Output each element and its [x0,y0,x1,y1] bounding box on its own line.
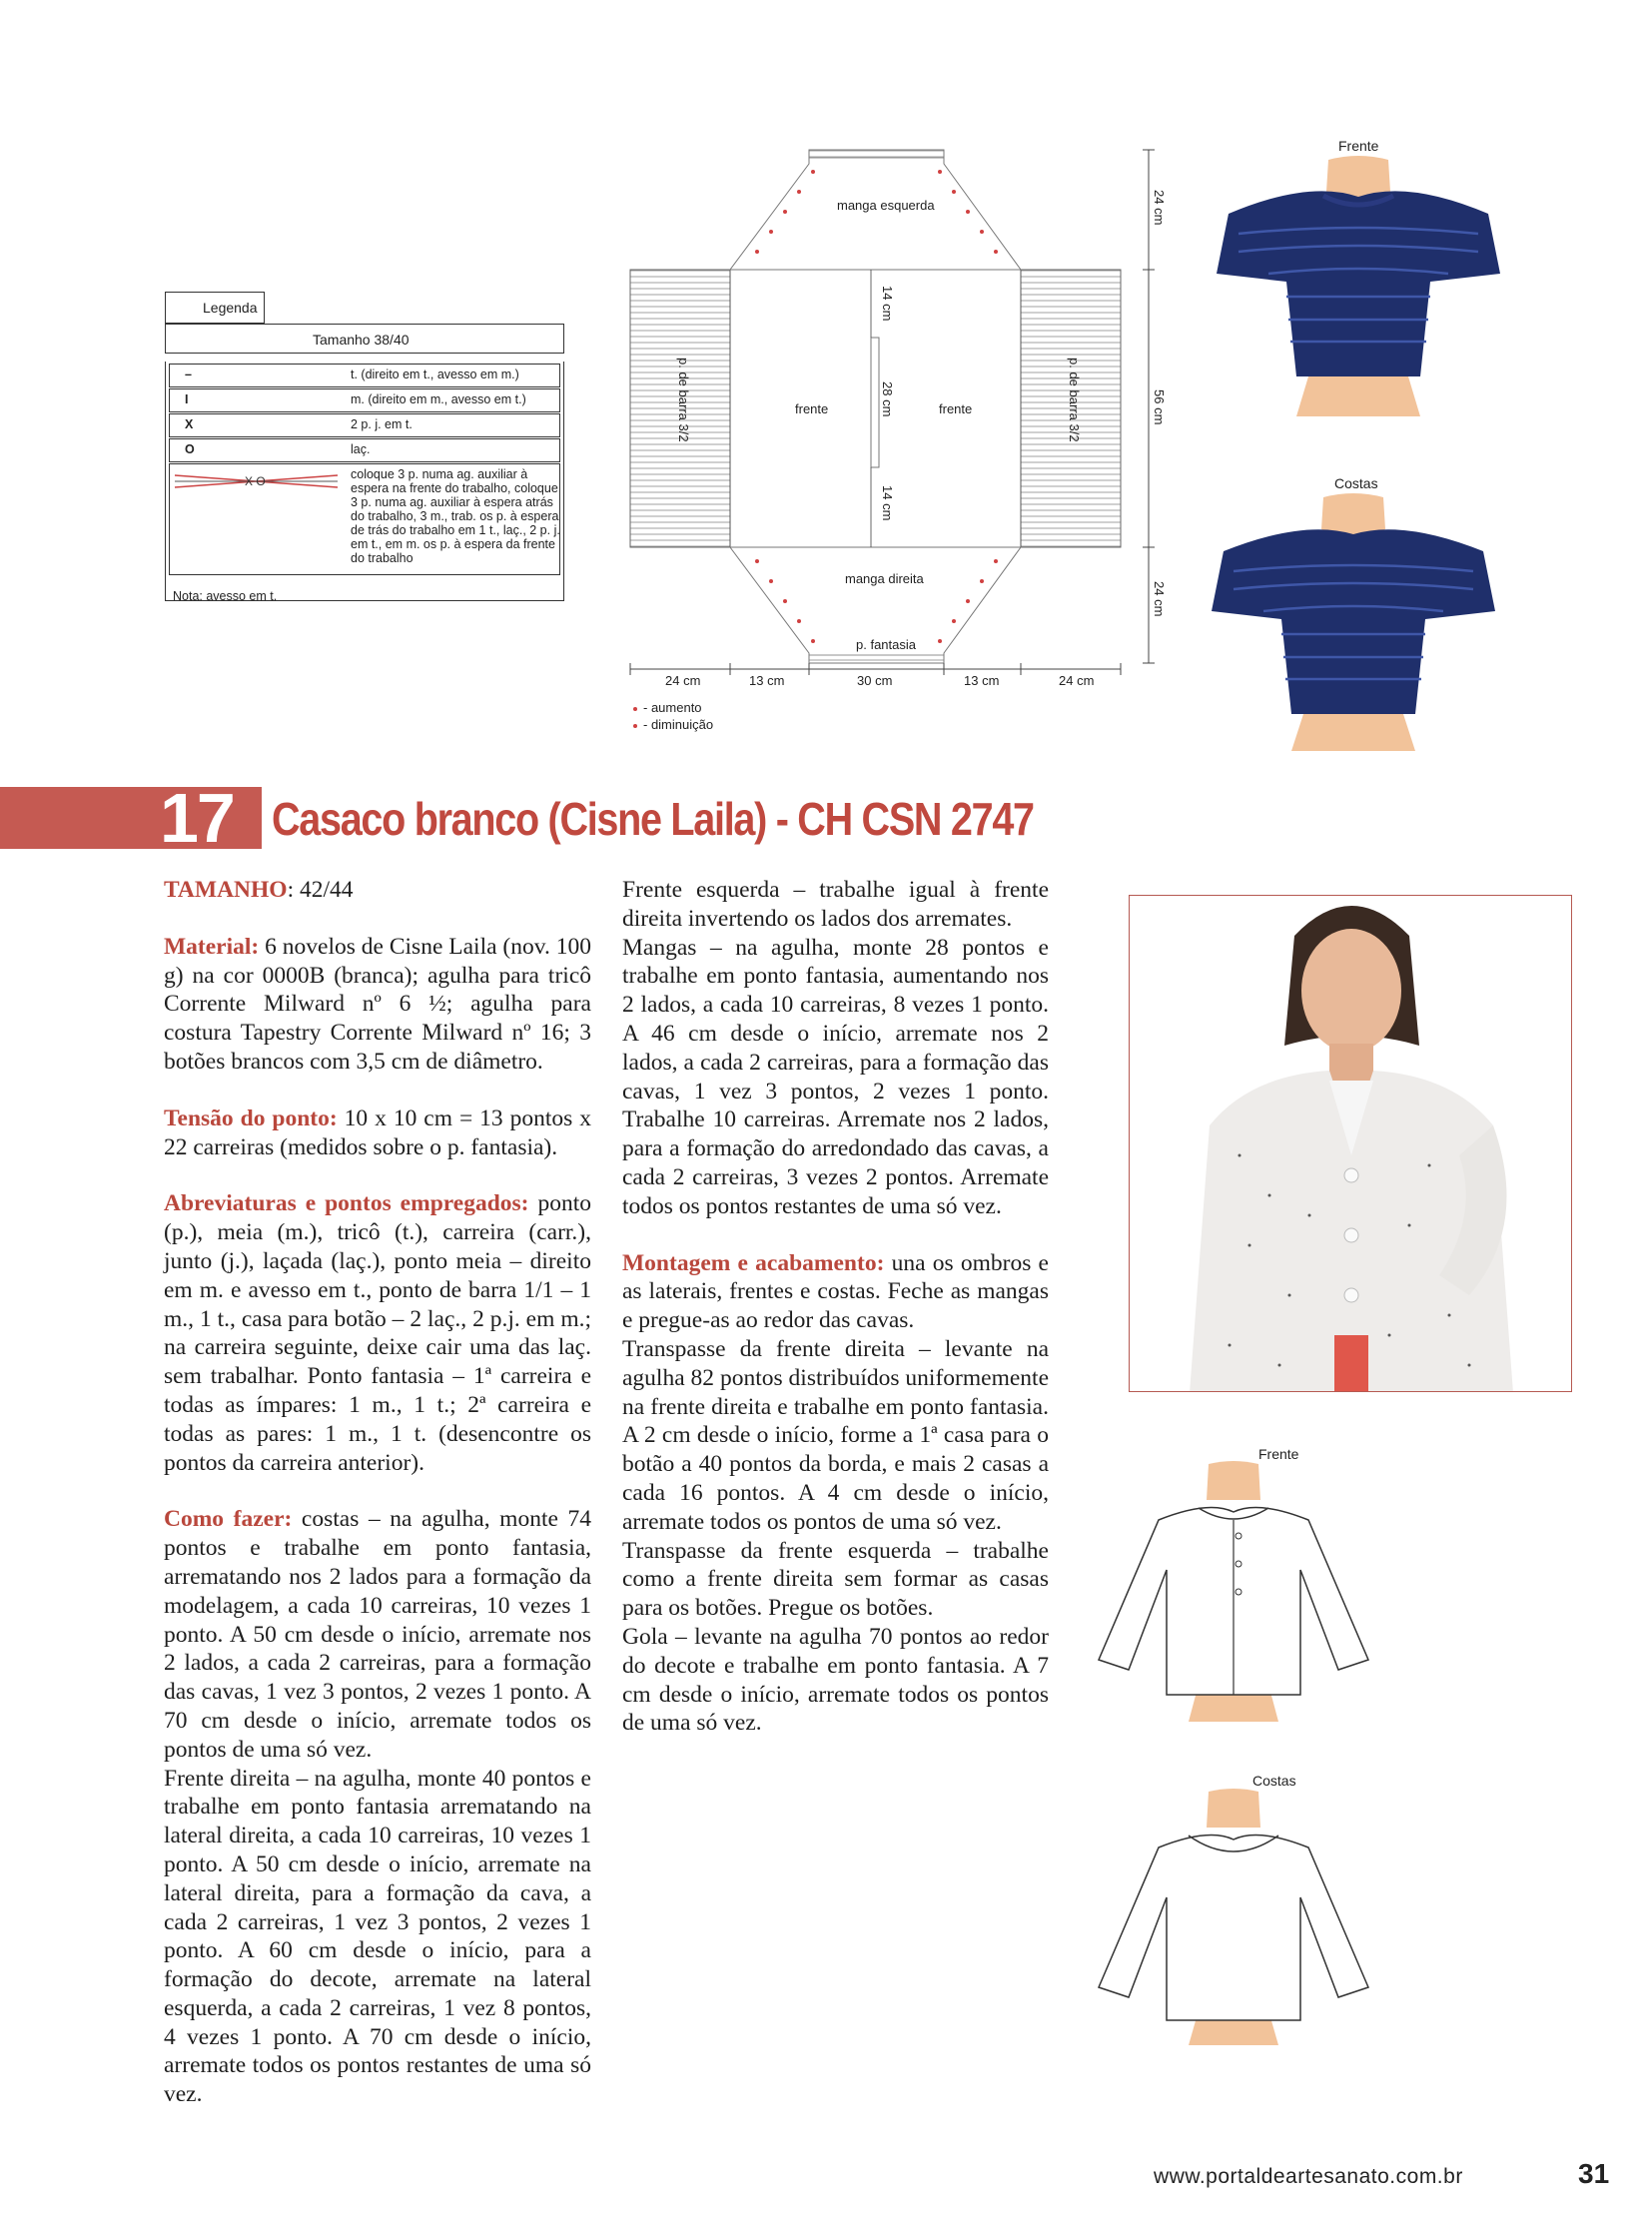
legend-row-text: t. (direito em t., avesso em m.) [351,368,519,381]
cardigan-front-label: Frente [1258,1446,1299,1462]
cardigan-front-figure [1089,1460,1378,1730]
label-barra-right: p. de barra 3/2 [1067,358,1082,442]
frente-esquerda-text: Frente esquerda – trabalhe igual à frente direita invertendo os lados dos arremates. [622,877,1049,932]
frente-direita-text: Frente direita – na agulha, monte 40 pontos e trabalhe em ponto fantasia arrematando na lateral direita, a cada 10 carreiras, 10 vezes 1 ponto. A 50 cm desde o início, arremate na lateral direita, para a formação da cava, a cada 2 carreiras, 1 vez 3 pontos, 2 vezes 1 ponto. A 60 cm desde o início, para a formação do decote, arremate na lateral esquerda, a cada 2 carreiras, 1 vez 8 pontos, 4 vezes 1 ponto. A 70 cm desde o início, arremate todos os pontos restantes de uma só vez. [164,1765,591,2108]
mangas-text: Mangas – na agulha, monte 28 pontos e trabalhe em ponto fantasia, aumentando nos 2 lados, a cada 10 carreiras, 8 vezes 1 ponto. A 46 cm desde o início, arremate nos 2 lados, a cada 2 carreiras, para a formação das cavas, 1 vez 3 pontos, 2 vezes 1 ponto. Trabalhe 10 carreiras. Arremate nos 2 lados, para a formação do arredondado das cavas, a cada 2 carreiras, 3 vezes 2 pontos. Arremate todos os pontos restantes de uma só vez. [622,934,1049,1219]
symbol-knit-icon: I [185,392,189,406]
transpasse-esquerda-text: Transpasse da frente esquerda – trabalhe como a frente direita sem formar as casas para os botões. Pregue os botões. [622,1537,1049,1622]
montagem-text: una os ombros e as laterais, frentes e costas. Feche as mangas e pregue-as ao redor das cavas. [622,1249,1049,1334]
dim-28: 28 cm [880,381,895,417]
tamanho-value: : 42/44 [287,877,354,903]
material-text: 6 novelos de Cisne Laila (nov. 100 g) na cor 0000B (branca); agulha para tricô Corrente Milward nº 6 ½; agulha para costura Tapestry Corrente Milward nº 16; 3 botões brancos com 3,5 cm de diâmetro. [164,933,591,1075]
dim-14-top: 14 cm [880,286,895,322]
tensao-text: 10 x 10 cm = 13 pontos x 22 carreiras (medidos sobre o p. fantasia). [164,1105,592,1160]
legend-title: Legenda [203,300,258,316]
legend-cable-text: coloque 3 p. numa ag. auxiliar à espera na frente do trabalho, coloque 3 p. numa ag. auxiliar à espera atrás do trabalho, 3 m., trab. os p. à espera de trás do trabalho em 1 t., laç., 2 p. j. em t., em m. os p. à espera da frente do trabalho [351,467,560,565]
sweater-front-figure [1209,152,1508,421]
bottom-dim: 13 cm [749,673,785,688]
dim-mid-right: 56 cm [1152,389,1167,425]
tensao-label: Tensão do ponto: [164,1105,338,1131]
bottom-dim: 13 cm [964,673,1000,688]
label-frente-right: frente [939,401,973,416]
bottom-dim: 24 cm [665,673,701,688]
sweater-back-figure [1199,489,1508,759]
label-fantasia: p. fantasia [856,637,916,652]
dim-bottom-right: 24 cm [1152,581,1167,617]
cardigan-back-figure [1089,1788,1378,2052]
legend-row-text: m. (direito em m., avesso em t.) [351,392,526,406]
como-fazer-text: costas – na agulha, monte 74 pontos e trabalhe em ponto fantasia, arrematando nos 2 lados para a formação da modelagem, a cada 10 carreiras, 10 vezes 1 ponto. A 50 cm desde o início, arremate nos 2 lados, a cada 2 carreiras, para a formação das cavas, 1 vez 3 pontos, 2 vezes 1 ponto. A 70 cm desde o início, arremate todos os pontos de uma só vez. [164,1506,591,1763]
symbol-k2tog-icon: X [185,417,194,431]
dim-top-right: 24 cm [1152,190,1167,226]
article-column-1 [164,876,591,2109]
project-title: Casaco branco (Cisne Laila) - CH CSN 2747 [272,793,1034,845]
bottom-dim: 24 cm [1059,673,1095,688]
tamanho-label: TAMANHO [164,877,288,903]
como-fazer-label: Como fazer: [164,1506,293,1533]
cable-symbol-icon [173,469,343,493]
label-frente-left: frente [795,401,829,416]
key-aumento: - aumento [643,700,702,715]
sweater-back-label: Costas [1334,475,1378,491]
article-column-2 [622,876,1049,1738]
footer-url: www.portaldeartesanato.com.br [1154,2165,1463,2188]
key-diminuicao: - diminuição [643,717,714,732]
label-barra-left: p. de barra 3/2 [676,358,691,442]
symbol-purl-icon: – [185,368,192,381]
label-manga-direita: manga direita [845,571,924,586]
pattern-diagram [619,142,1179,731]
legend-note: Nota: avesso em t. [173,589,278,603]
material-label: Material: [164,933,260,960]
legend-size-header: Tamanho 38/40 [313,332,410,348]
abreviaturas-text: ponto (p.), meia (m.), tricô (t.), carreira (carr.), junto (j.), laçada (laç.), ponto meia – direito em m. e avesso em t., ponto de barra 1/1 – 1 m., 1 t., casa para botão – 2 laç., 2 p.j. em m.; na carreira seguinte, deixe cair uma das laç. sem trabalhar. Ponto fantasia – 1ª carreira e todas as ímpares: 1 m., 1 t.; 2ª carreira e todas as pares: 1 m., 1 t. (desencontre os pontos da carreira anterior). [164,1190,592,1476]
transpasse-direita-text: Transpasse da frente direita – levante na agulha 82 pontos distribuídos uniformemente na frente direita e trabalhe em ponto fantasia. A 2 cm desde o início, forme a 1ª casa para o botão a 40 pontos da borda, e mais 2 casas a cada 16 pontos. A 4 cm desde o início, arremate todos os pontos de uma só vez. [622,1335,1049,1535]
label-manga-esquerda: manga esquerda [837,198,935,213]
legend-row-text: laç. [351,442,371,456]
svg-text:X O: X O [245,474,266,488]
page-number: 31 [1578,2158,1610,2189]
abreviaturas-label: Abreviaturas e pontos empregados: [164,1190,529,1217]
symbol-yarnover-icon: O [185,442,195,456]
gola-text: Gola – levante na agulha 70 pontos ao redor do decote e trabalhe em ponto fantasia. A 7 cm desde o início, arremate todos os pontos de uma só vez. [622,1623,1049,1737]
sweater-front-label: Frente [1338,138,1379,154]
model-photo-illustration [1130,896,1572,1392]
model-photo [1129,895,1572,1392]
dim-14-bottom: 14 cm [880,485,895,521]
legend-row-text: 2 p. j. em t. [351,417,413,431]
cardigan-back-label: Costas [1252,1773,1296,1789]
bottom-dim: 30 cm [857,673,893,688]
montagem-label: Montagem e acabamento: [622,1249,885,1276]
legend-table [165,292,564,626]
project-number: 17 [160,779,234,857]
